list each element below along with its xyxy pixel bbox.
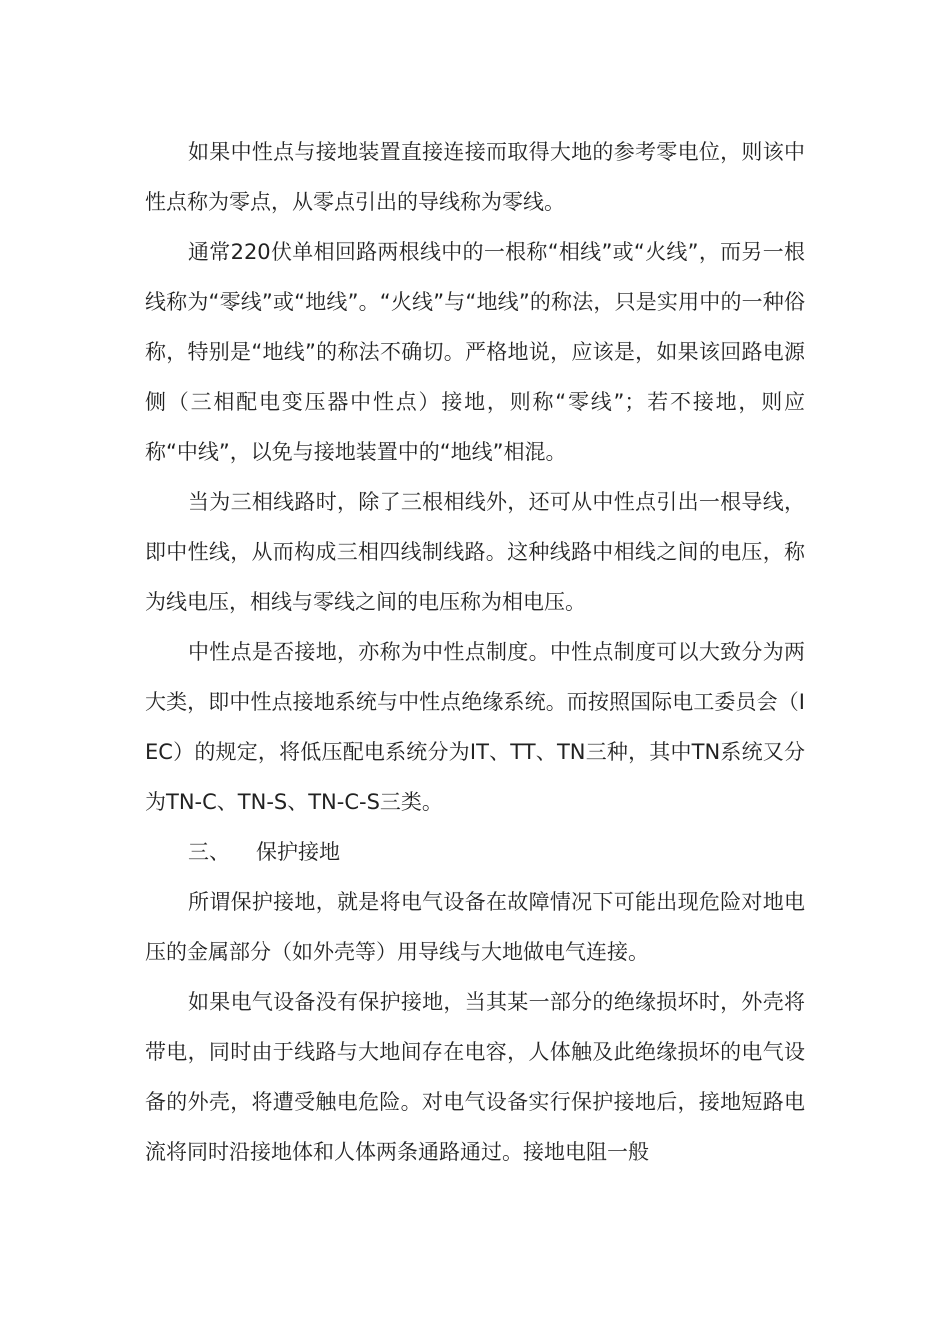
paragraph-protective-grounding-explanation: 如果电气设备没有保护接地，当其某一部分的绝缘损坏时，外壳将带电，同时由于线路与大地间存在电容，人体触及此绝缘损坏的电气设备的外壳，将遭受触电危险。对电气设备实行保护接地后，接地短路电流将同时沿接地体和人体两条通路通过。接地电阻一般 — [145, 990, 805, 1164]
section-title: 保护接地 — [256, 840, 340, 864]
paragraph-neutral-system: 中性点是否接地，亦称为中性点制度。中性点制度可以大致分为两大类，即中性点接地系统与中性点绝缘系统。而按照国际电工委员会（IEC）的规定，将低压配电系统分为IT、TT、TN三种，其中TN系统又分为TN-C、TN-S、TN-C-S三类。 — [145, 640, 805, 814]
paragraph-neutral-point: 如果中性点与接地装置直接连接而取得大地的参考零电位，则该中性点称为零点，从零点引出的导线称为零线。 — [145, 140, 805, 214]
section-heading — [145, 827, 805, 877]
document-body — [145, 127, 805, 1177]
section-number: 三、 — [188, 840, 230, 864]
paragraph-phase-line: 通常220伏单相回路两根线中的一根称“相线”或“火线”，而另一根线称为“零线”或“地线”。“火线”与“地线”的称法，只是实用中的一种俗称，特别是“地线”的称法不确切。严格地说，应该是，如果该回路电源侧（三相配电变压器中性点）接地，则称“零线”；若不接地，则应称“中线”，以免与接地装置中的“地线”相混。 — [145, 240, 805, 464]
paragraph-three-phase: 当为三相线路时，除了三根相线外，还可从中性点引出一根导线，即中性线，从而构成三相四线制线路。这种线路中相线之间的电压，称为线电压，相线与零线之间的电压称为相电压。 — [145, 490, 805, 614]
paragraph-protective-grounding-definition: 所谓保护接地，就是将电气设备在故障情况下可能出现危险对地电压的金属部分（如外壳等）用导线与大地做电气连接。 — [145, 890, 805, 964]
